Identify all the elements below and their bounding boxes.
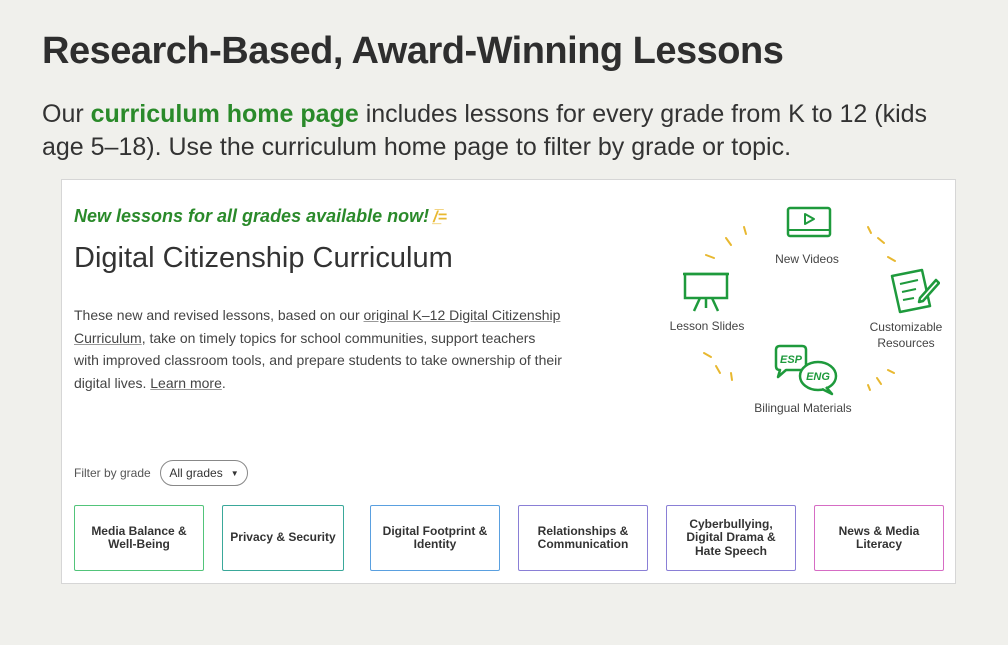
tagline-text: New lessons for all grades available now!: [74, 206, 430, 226]
feature-lesson-slides: Lesson Slides: [669, 319, 745, 333]
sparkle-icon: /̲̅=: [433, 209, 447, 226]
original-curriculum-link[interactable]: original K–12 Digital Citizenship Curriculum: [74, 307, 561, 346]
curriculum-card: [61, 179, 956, 584]
desc-text-middle: , take on timely topics for school communities, support teachers with improved classroom tools, and prepare students to take ownership of their digital lives.: [74, 329, 562, 391]
grade-filter-select[interactable]: [160, 460, 248, 486]
topic-cyberbullying[interactable]: Cyberbullying, Digital Drama & Hate Speech: [666, 505, 796, 571]
feature-new-videos: New Videos: [775, 252, 839, 266]
desc-text-end: .: [221, 374, 226, 391]
filter-by-grade-label: Filter by grade: [74, 466, 151, 480]
topic-digital-footprint[interactable]: Digital Footprint & Identity: [370, 505, 500, 571]
esp-text: ESP: [779, 354, 803, 366]
intro-text-start: Our: [42, 100, 91, 128]
learn-more-link[interactable]: Learn more: [150, 374, 222, 391]
topic-privacy-security[interactable]: Privacy & Security: [222, 505, 344, 571]
page-title: Research-Based, Award-Winning Lessons: [42, 30, 784, 72]
feature-resources-line1: Customizable: [869, 320, 943, 334]
caret-down-icon: ▼: [230, 468, 239, 478]
feature-bilingual-materials: Bilingual Materials: [754, 401, 852, 415]
desc-text-start: These new and revised lessons, based on our: [74, 307, 364, 323]
sparkle-decoration-icon: [662, 210, 952, 400]
feature-resources-line2: Resources: [877, 336, 935, 350]
curriculum-home-link[interactable]: curriculum home page: [90, 100, 359, 128]
new-lessons-tagline: [74, 206, 447, 227]
grade-filter-value: All grades: [169, 466, 223, 480]
intro-text-end: includes lessons for every grade from K to 12 (kids age 5–18). Use the curriculum home page to filter by grade or topic.: [42, 100, 928, 161]
curriculum-title: Digital Citizenship Curriculum: [74, 242, 453, 274]
intro-paragraph: [42, 98, 972, 164]
eng-text: ENG: [806, 371, 830, 383]
topic-news-media-literacy[interactable]: News & Media Literacy: [814, 505, 944, 571]
topic-relationships[interactable]: Relationships & Communication: [518, 505, 648, 571]
topic-media-balance[interactable]: Media Balance & Well-Being: [74, 505, 204, 571]
curriculum-description: [74, 304, 564, 394]
